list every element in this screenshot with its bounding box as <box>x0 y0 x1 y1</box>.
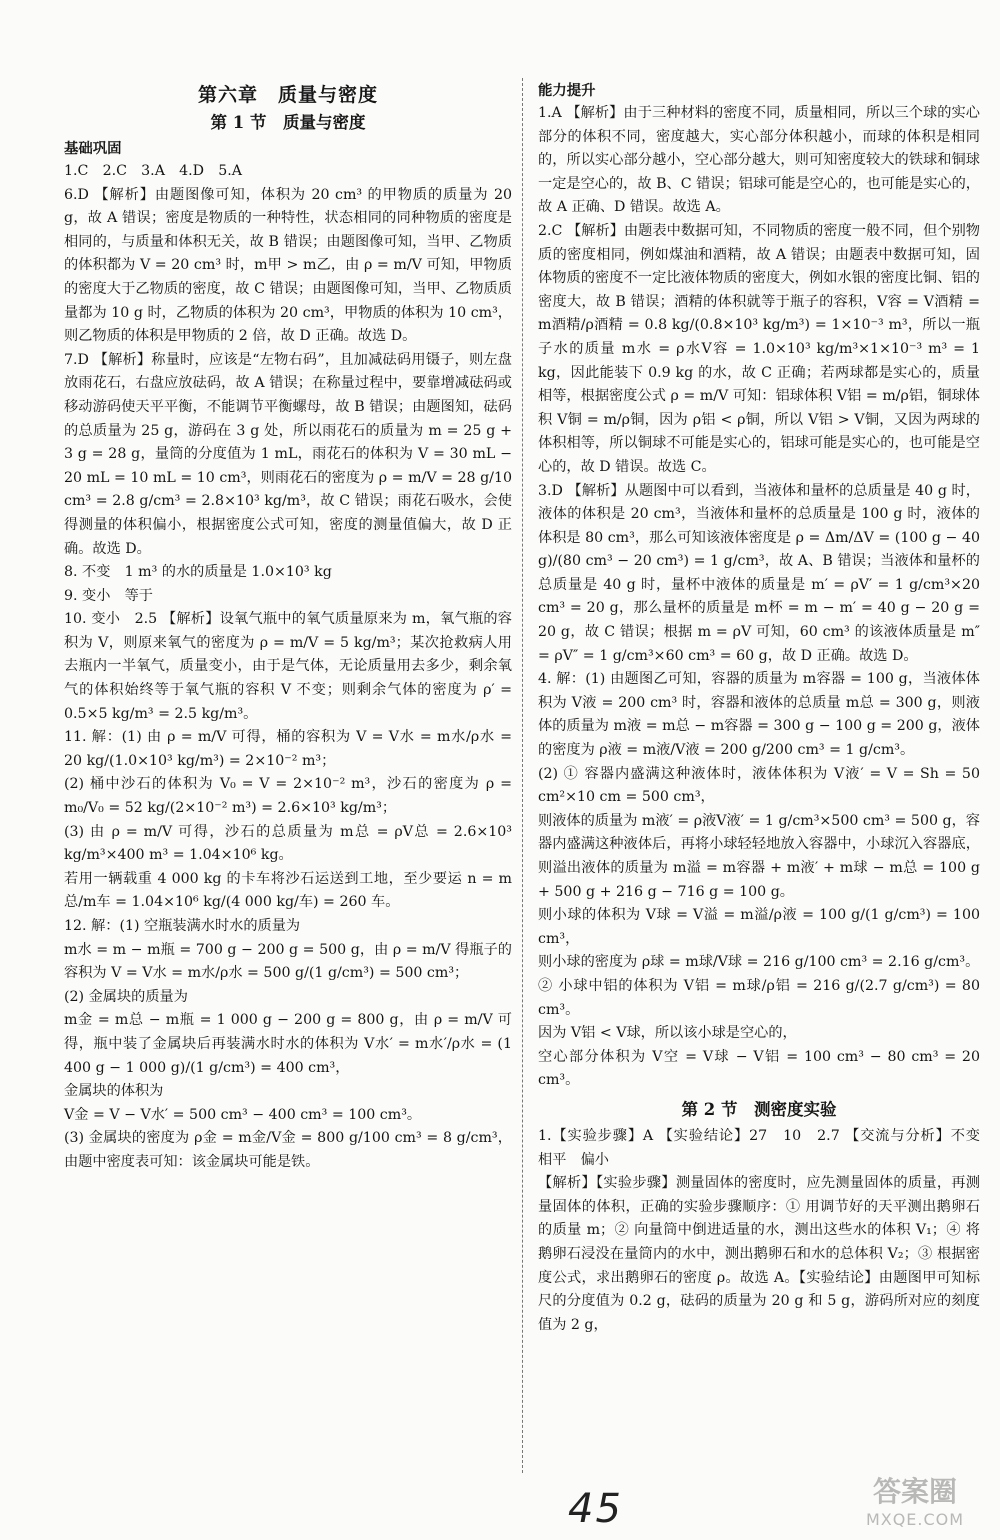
answer-item: (2) 桶中沙石的体积为 V₀ = V = 2×10⁻² m³，沙石的密度为 ρ = m₀/V₀ = 52 kg/(2×10⁻² m³) = 2.6×10³ kg/m³； <box>64 776 512 817</box>
answer-item: 因为 V铝 < V球，所以该小球是空心的， <box>538 1025 797 1042</box>
answer-item: (2) 金属块的质量为 <box>64 988 188 1005</box>
answer-item: 11. 解：(1) 由 ρ = m/V 可得，桶的容积为 V = V水 = m水/ρ水 = 20 kg/(1.0×10³ kg/m³) = 2×10⁻² m³； <box>64 729 512 769</box>
column-divider <box>522 78 523 1473</box>
watermark-logo <box>840 1470 990 1536</box>
answer-item: 4. 解：(1) 由题图乙可知，容器的质量为 m容器 = 100 g，当液体体积为 V液 = 200 cm³ 时，容器和液体的总质量 m总 = 300 g，则液体的质量为 m液 = m总 − m容器 = 300 g − 100 g = 200 g，液体的密度为 ρ液 = m液/V液 = 200 g/200 cm³ = 1 g/cm³。 <box>538 671 980 759</box>
answer-item: (3) 金属块的密度为 ρ金 = m金/V金 = 800 g/100 cm³ = 8 g/cm³，由题中密度表可知：该金属块可能是铁。 <box>64 1130 512 1170</box>
answer-item: 1.A 【解析】由于三种材料的密度不同，质量相同，所以三个球的实心部分的体积不同，密度越大，实心部分体积越小，而球的体积是相同的，所以实心部分越小，空心部分越大，则可知密度较大的铁球和铜球一定是空心的，故 B、C 错误；铝球可能是空心的，也可能是实心的，故 A 正确、D 错误。故选 A。 <box>538 105 980 216</box>
right-answer-list <box>538 102 980 1093</box>
answer-item: m金 = m总 − m瓶 = 1 000 g − 200 g = 800 g，由 ρ = m/V 可得，瓶中装了金属块后再装满水时水的体积为 V水′ = m水′/ρ水 = (1 400 g − 1 000 g)/(1 g/cm³) = 400 cm³， <box>64 1012 512 1076</box>
chapter-title: 第六章 质量与密度 <box>197 84 378 106</box>
answer-item: (3) 由 ρ = m/V 可得，沙石的总质量为 m总 = ρV总 = 2.6×10³ kg/m³×400 m³ = 1.04×10⁶ kg。 <box>64 823 512 864</box>
answer-item: 金属块的体积为 <box>64 1083 164 1100</box>
section-title: 第 2 节 测密度实验 <box>681 1099 837 1119</box>
answer-item: 则小球的体积为 V球 = V溢 = m溢/ρ液 = 100 g/(1 g/cm³) = 100 cm³， <box>538 907 980 947</box>
answer-item: V金 = V − V水′ = 500 cm³ − 400 cm³ = 100 cm³。 <box>64 1106 422 1123</box>
answer-item: 【解析】【实验步骤】测量固体的密度时，应先测量固体的质量，再测量固体的体积，正确的实验步骤顺序：① 用调节好的天平测出鹅卵石的质量 m；② 向量筒中倒进适量的水，测出这些水的体积 V₁；④ 将鹅卵石浸没在量筒内的水中，测出鹅卵石和水的总体积 V₂；③ 根据密度公式，求出鹅卵石的密度 ρ。故选 A。【实验结论】由题图甲可知标尺的分度值为 0.2 g，砝码的质量为 20 g 和 5 g，游码所对应的刻度值为 2 g， <box>538 1175 980 1333</box>
answer-item: 2.C 【解析】由题表中数据可知，不同物质的密度一般不同，但个别物质的密度相同，例如煤油和酒精，故 A 错误；由题表中数据可知，固体物质的密度不一定比液体物质的密度大，例如水银的密度比铜、铝的密度大，故 B 错误；酒精的体积就等于瓶子的容积，V容 = V酒精 = m酒精/ρ酒精 = 0.8 kg/(0.8×10³ kg/m³) = 1×10⁻³ m³，所以一瓶子水的质量 m水 = ρ水V容 = 1.0×10³ kg/m³×1×10⁻³ m³ = 1 kg，因此能装下 0.9 kg 的水，故 C 正确；若两球都是实心的，质量相等，根据密度公式 ρ = m/V 可知：铝球体积 V铝 = m/ρ铝，铜球体积 V铜 = m/ρ铜，因为 ρ铝 < ρ铜，所以 V铝 > V铜，又因为两球的体积相等，所以铜球不可能是实心的，铝球可能是实心的，也可能是空心的，故 D 错误。故选 C。 <box>538 222 980 475</box>
right-column <box>538 80 995 1337</box>
basic-heading: 基础巩固 <box>64 140 122 157</box>
left-answer-list <box>64 160 512 1175</box>
answer-item: 8. 不变 1 m³ 的水的质量是 1.0×10³ kg <box>64 564 332 581</box>
ability-heading: 能力提升 <box>538 82 596 99</box>
answer-item: 12. 解：(1) 空瓶装满水时水的质量为 <box>64 918 301 934</box>
section-title: 第 1 节 质量与密度 <box>210 113 366 132</box>
answer-item: 9. 变小 等于 <box>64 587 153 604</box>
answer-item: 1.C 2.C 3.A 4.D 5.A <box>64 163 243 179</box>
answer-item: m水 = m − m瓶 = 700 g − 200 g = 500 g，由 ρ = m/V 得瓶子的容积为 V = V水 = m水/ρ水 = 500 g/(1 g/cm³) = 500 cm³； <box>64 941 512 982</box>
answer-item: 若用一辆载重 4 000 kg 的卡车将沙石运送到工地，至少要运 n = m总/m车 = 1.04×10⁶ kg/(4 000 kg/车) = 260 车。 <box>64 870 512 911</box>
answer-item: ② 小球中铝的体积为 V铝 = m球/ρ铝 = 216 g/(2.7 g/cm³) = 80 cm³。 <box>538 977 980 1018</box>
answer-item: 则小球的密度为 ρ球 = m球/V球 = 216 g/100 cm³ = 2.16 g/cm³。 <box>538 954 980 971</box>
watermark-url: MXQE.COM <box>865 1510 965 1529</box>
answer-item: 1.【实验步骤】A 【实验结论】27 10 2.7 【交流与分析】不变 相平 偏小 <box>538 1127 995 1168</box>
watermark-text: 答案圈 <box>872 1475 957 1508</box>
left-column <box>64 80 512 1175</box>
section2-answer-list <box>538 1125 995 1337</box>
answer-item: 3.D 【解析】从题图中可以看到，当液体和量杯的总质量是 40 g 时，液体的体积是 20 cm³，当液体和量杯的总质量是 100 g 时，液体的体积是 80 cm³，那么可知该液体密度是 ρ = Δm/ΔV = (100 g − 40 g)/(80 cm³ − 20 cm³) = 1 g/cm³，故 A、B 错误；当液体和量杯的总质量是 40 g 时，量杯中液体的质量是 m′ = ρV′ = 1 g/cm³×20 cm³ = 20 g，那么量杯的质量是 m杯 = m − m′ = 40 g − 20 g = 20 g，故 C 错误；根据 m = ρV 可知，60 cm³ 的该液体质量是 m″ = ρV″ = 1 g/cm³×60 cm³ = 60 g，故 D 正确。故选 D。 <box>538 482 980 664</box>
answer-item: 10. 变小 2.5 【解析】设氧气瓶中的氧气质量原来为 m，氧气瓶的容积为 V，则原来氧气的密度为 ρ = m/V = 5 kg/m³；某次抢救病人用去瓶内一半氧气，质量变小，由于是气体，无论质量用去多少，剩余氧气的体积始终等于氧气瓶的容积 V 不变；则剩余气体的密度为 ρ′ = 0.5×5 kg/m³ = 2.5 kg/m³。 <box>64 611 512 722</box>
answer-item: 6.D 【解析】由题图像可知，体积为 20 cm³ 的甲物质的质量为 20 g，故 A 错误；密度是物质的一种特性，状态相同的同种物质的密度是相同的，与质量和体积无关，故 B 错误；由题图像可知，当甲、乙物质的体积都为 V = 20 cm³ 时，m甲 > m乙，由 ρ = m/V 可知，甲物质的密度大于乙物质的密度，故 C 错误；由题图像可知，当甲、乙物质质量都为 10 g 时，乙物质的体积为 20 cm³，甲物质的体积为 10 cm³，则乙物质的体积是甲物质的 2 倍，故 D 正确。故选 D。 <box>64 186 512 345</box>
answer-item: 空心部分体积为 V空 = V球 − V铝 = 100 cm³ − 80 cm³ = 20 cm³。 <box>538 1048 980 1089</box>
answer-item: 则液体的质量为 m液′ = ρ液V液′ = 1 g/cm³×500 cm³ = 500 g，容器内盛满这种液体后，再将小球轻轻地放入容器中，小球沉入容器底，则溢出液体的质量为 m溢 = m容器 + m液′ + m球 − m总 = 100 g + 500 g + 216 g − 716 g = 100 g。 <box>538 812 980 900</box>
handwritten-page-number: 45 <box>568 1486 623 1532</box>
answer-item: (2) ① 容器内盛满这种液体时，液体体积为 V液′ = V = Sh = 50 cm²×10 cm = 500 cm³， <box>538 765 980 806</box>
answer-item: 7.D 【解析】称量时，应该是“左物右码”，且加减砝码用镊子，则左盘放雨花石，右盘应放砝码，故 A 错误；在称量过程中，要靠增减砝码或移动游码使天平平衡，不能调节平衡螺母，故 B 错误；由题图知，砝码的总质量为 25 g，游码在 3 g 处，所以雨花石的质量为 m = 25 g + 3 g = 28 g，量筒的分度值为 1 mL，雨花石的体积为 V = 30 mL − 20 mL = 10 mL = 10 cm³，则雨花石的密度为 ρ = m/V = 28 g/10 cm³ = 2.8 g/cm³ = 2.8×10³ kg/m³，故 C 错误；雨花石吸水，会使得测量的体积偏小，根据密度公式可知，密度的测量值偏大，故 D 正确。故选 D。 <box>64 351 512 557</box>
